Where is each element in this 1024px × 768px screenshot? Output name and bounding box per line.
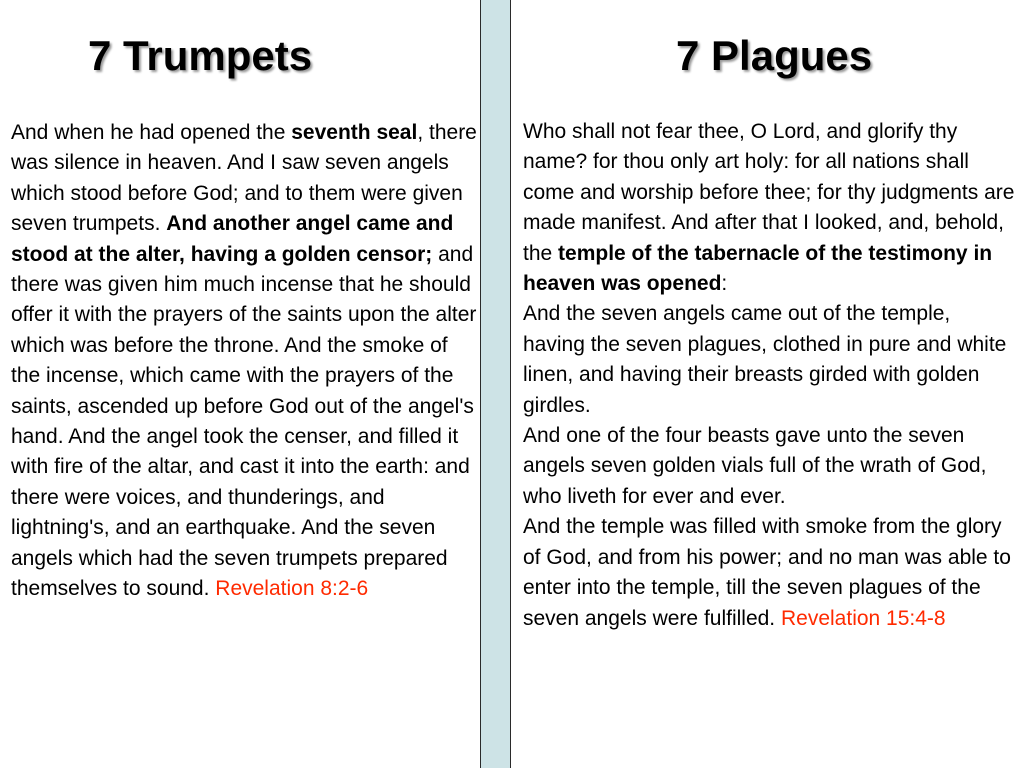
plagues-paragraph (523, 117, 1015, 299)
text-segment-bold: And another angel came and stood at the alter, having a golden censor; (11, 212, 454, 266)
title-seven-plagues: 7 Plagues (676, 32, 873, 79)
text-segment: , there was silence in heaven. And I saw seven angels which stood before God; and to them were given seven trumpets. (11, 121, 477, 236)
plagues-paragraph (523, 299, 1015, 421)
column-divider (480, 0, 511, 768)
text-segment: And one of the four beasts gave unto the seven angels seven golden vials full of the wrath of God, who liveth for ever and ever. (523, 424, 987, 508)
text-segment: Who shall not fear thee, O Lord, and glorify thy name? for thou only art holy: for all nations shall come and worship before thee; for thy judgments are made manifest. And after that I looked, and, behold, the (523, 120, 1015, 265)
title-seven-trumpets: 7 Trumpets (88, 32, 313, 79)
trumpets-paragraph (11, 118, 479, 605)
plagues-passage (523, 117, 1015, 634)
trumpets-passage (11, 118, 479, 605)
scripture-reference: Revelation 8:2-6 (215, 577, 369, 601)
text-segment: and there was given him much incense that he should offer it with the prayers of the saints upon the alter which was before the throne. And the smoke of the incense, which came with the prayers of the saints, ascended up before God out of the angel's hand. And the angel took the censer, and filled it with fire of the altar, and cast it into the earth: and there were voices, and thunderings, and lightning's, and an earthquake. And the seven angels which had the seven trumpets prepared themselves to sound. (11, 242, 477, 601)
scripture-reference: Revelation 15:4-8 (780, 606, 946, 630)
plagues-paragraph (523, 421, 1015, 512)
text-segment: And the seven angels came out of the temple, having the seven plagues, clothed in pure and white linen, and having their breasts girded with golden girdles. (523, 302, 1007, 417)
text-segment: And the temple was filled with smoke from the glory of God, and from his power; and no man was able to enter into the temple, till the seven plagues of the seven angels were fulfilled. (523, 515, 1011, 630)
plagues-paragraph (523, 512, 1015, 634)
text-segment-bold: seventh seal (291, 121, 418, 144)
text-segment: And when he had opened the (11, 121, 292, 144)
text-segment: : (721, 272, 728, 296)
text-segment-bold: temple of the tabernacle of the testimony in heaven was opened (523, 241, 993, 296)
